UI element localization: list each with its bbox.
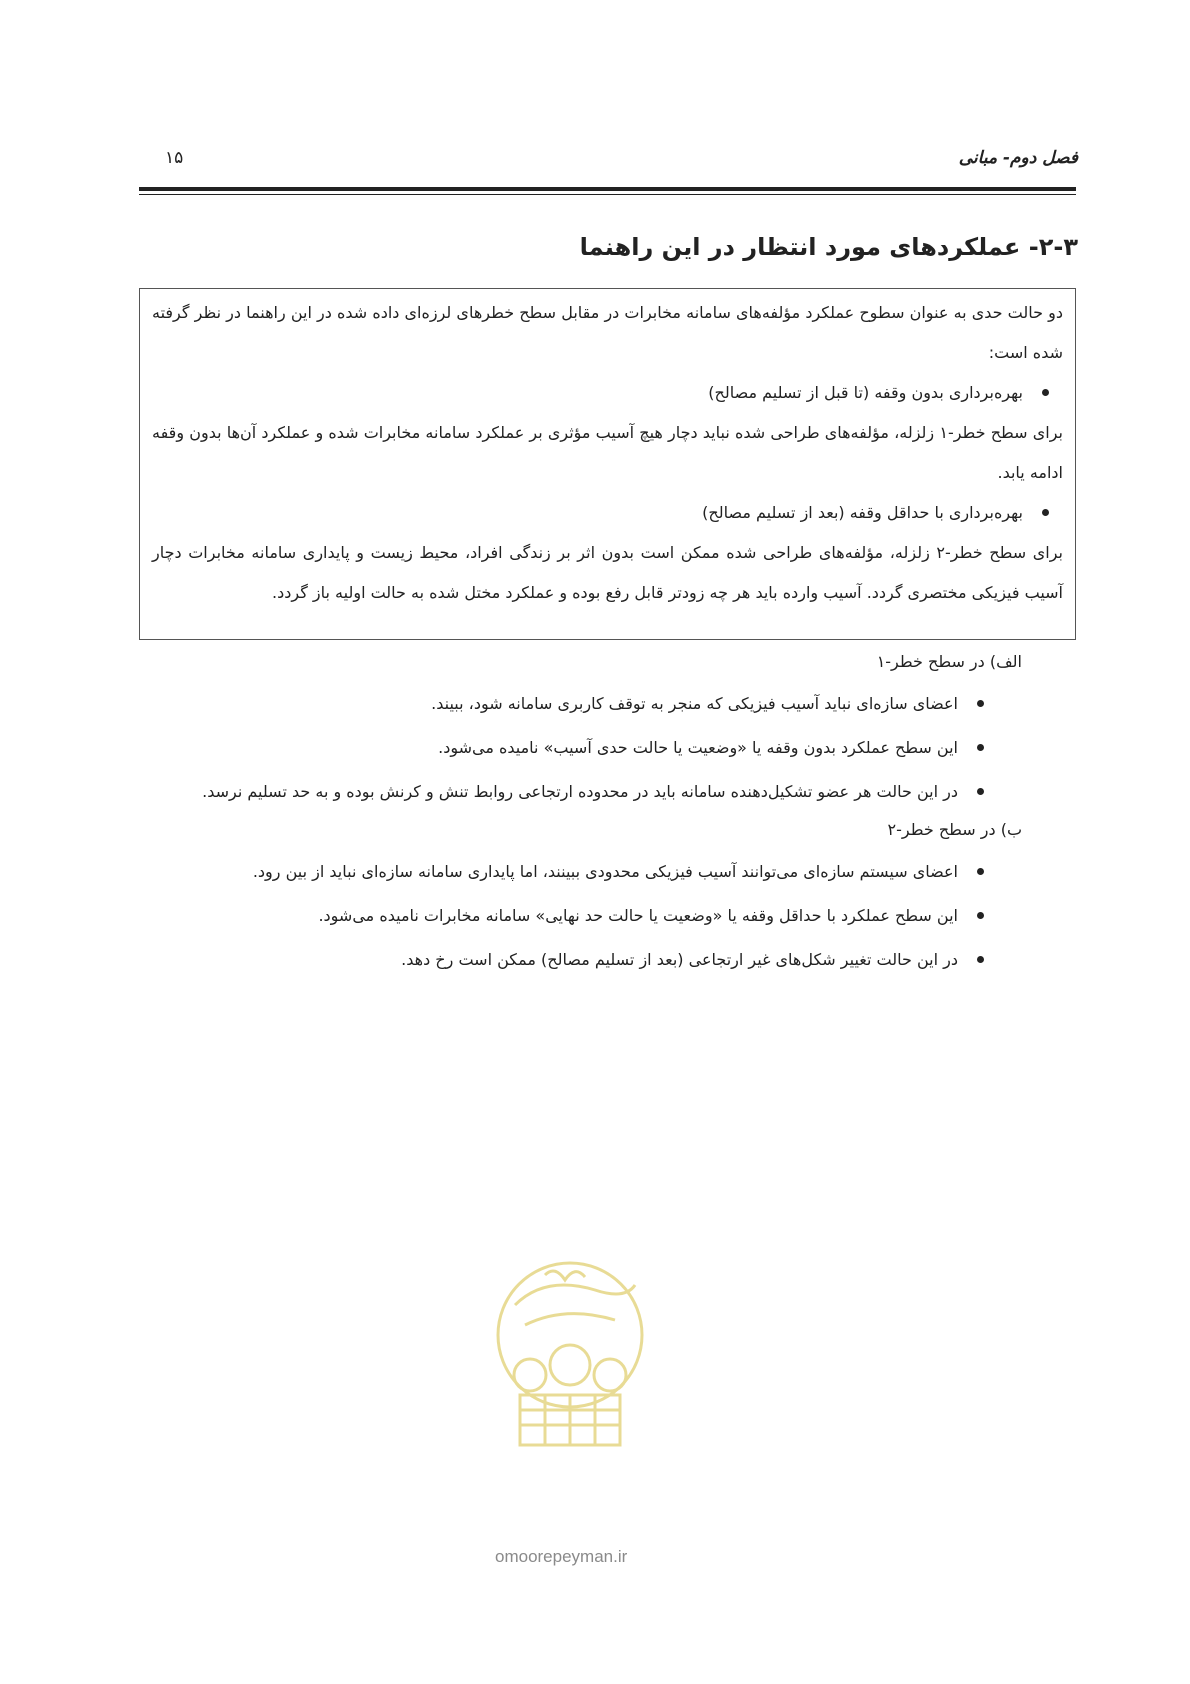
watermark-site: omoorepeyman.ir [495,1547,628,1566]
list-item [139,726,990,770]
box-bullet-uninterrupted [152,373,1063,413]
chapter-title: فصل دوم- مبانی [958,148,1078,168]
list-item-text: این سطح عملکرد با حداقل وقفه یا «وضعیت یا حالت حد نهایی» سامانه مخابرات نامیده می‌شود. [318,906,958,925]
box-bullet-minimal [152,493,1063,533]
list-item-text: در این حالت هر عضو تشکیل‌دهنده سامانه باید در محدوده ارتجاعی روابط تنش و کرنش بوده و به حد تسلیم نرسد. [202,782,958,801]
list-item-text: اعضای سیستم سازه‌ای می‌توانند آسیب فیزیکی محدودی ببینند، اما پایداری سامانه سازه‌ای نباید از بین رود. [252,862,958,881]
bullet-icon [977,868,984,875]
list-item-text: اعضای سازه‌ای نباید آسیب فیزیکی که منجر به توقف کاربری سامانه شود، ببیند. [431,694,958,713]
level2-heading: ب) در سطح خطر-۲ [887,820,1022,839]
bullet-icon [977,744,984,751]
list-item [139,894,990,938]
watermark-logo [485,1235,655,1545]
level1-heading: الف) در سطح خطر-۱ [876,652,1022,671]
list-item-text: در این حالت تغییر شکل‌های غیر ارتجاعی (بعد از تسلیم مصالح) ممکن است رخ دهد. [401,950,958,969]
bullet-icon [977,912,984,919]
bullet-icon [1042,509,1049,516]
level1-list [139,682,990,814]
performance-levels-box [139,288,1076,640]
box-intro: دو حالت حدی به عنوان سطوح عملکرد مؤلفه‌های سامانه مخابرات در مقابل سطح خطرهای لرزه‌ای داده شده در این راهنما در نظر گرفته شده است: [152,303,1063,362]
list-item [139,770,990,814]
box-bullet-label: بهره‌برداری بدون وقفه (تا قبل از تسلیم مصالح) [708,383,1023,402]
level2-list [139,850,990,982]
list-item [139,850,990,894]
box-paragraph-level1: برای سطح خطر-۱ زلزله، مؤلفه‌های طراحی شده نباید دچار هیچ آسیب مؤثری بر عملکرد سامانه مخابرات شده و عملکرد آن‌ها بدون وقفه ادامه یابد. [152,423,1064,482]
list-item [139,682,990,726]
list-item [139,938,990,982]
bullet-icon [977,700,984,707]
box-bullet-label: بهره‌برداری با حداقل وقفه (بعد از تسلیم مصالح) [702,503,1023,522]
bullet-icon [977,956,984,963]
box-paragraph-level2: برای سطح خطر-۲ زلزله، مؤلفه‌های طراحی شده ممکن است بدون اثر بر زندگی افراد، محیط زیست و پایداری سامانه مخابرات دچار آسیب فیزیکی مختصری گردد. آسیب وارده باید هر چه زودتر قابل رفع بوده و عملکرد مختل شده به حالت اولیه باز گردد. [152,543,1063,602]
header-rule-thick [139,187,1076,191]
list-item-text: این سطح عملکرد بدون وقفه یا «وضعیت یا حالت حدی آسیب» نامیده می‌شود. [438,738,958,757]
bullet-icon [1042,389,1049,396]
header-rule-thin [139,194,1076,195]
section-title: ۲-۳- عملکردهای مورد انتظار در این راهنما [579,233,1078,261]
bullet-icon [977,788,984,795]
page-number: ۱۵ [165,148,184,168]
